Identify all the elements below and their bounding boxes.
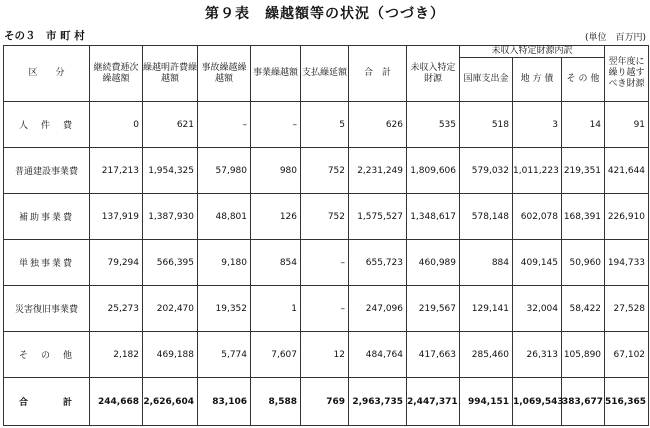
header-category: 区 分 xyxy=(4,46,90,102)
cell-value: 752 xyxy=(301,148,349,194)
unit-label: (単位 百万円) xyxy=(584,33,646,43)
cell-value: 7,607 xyxy=(251,332,301,378)
cell-value: 1,809,606 xyxy=(407,148,460,194)
cell-value: 2,182 xyxy=(90,332,143,378)
header-other: そ の 他 xyxy=(562,58,605,102)
cell-value: 27,528 xyxy=(605,286,649,332)
cell-value: 383,677 xyxy=(562,378,605,426)
row-label: 災害復旧事業費 xyxy=(4,286,90,332)
cell-value: 58,422 xyxy=(562,286,605,332)
table-row xyxy=(4,194,649,240)
cell-value: 226,910 xyxy=(605,194,649,240)
cell-value: – xyxy=(198,102,251,148)
row-label: そ の 他 xyxy=(4,332,90,378)
cell-value: 655,723 xyxy=(349,240,407,286)
cell-value: 25,273 xyxy=(90,286,143,332)
cell-value: 5,774 xyxy=(198,332,251,378)
table-row xyxy=(4,148,649,194)
table-row xyxy=(4,286,649,332)
header-accident-carryover: 事故繰越繰越額 xyxy=(198,46,251,102)
cell-value: 2,231,249 xyxy=(349,148,407,194)
cell-value: 129,141 xyxy=(460,286,513,332)
cell-value: 1,011,223 xyxy=(513,148,562,194)
cell-value: 1,575,527 xyxy=(349,194,407,240)
row-label: 単独事業費 xyxy=(4,240,90,286)
cell-value: 854 xyxy=(251,240,301,286)
header-total: 合 計 xyxy=(349,46,407,102)
cell-value: – xyxy=(301,286,349,332)
cell-value: 126 xyxy=(251,194,301,240)
cell-value: 421,644 xyxy=(605,148,649,194)
cell-value: – xyxy=(251,102,301,148)
cell-value: 578,148 xyxy=(460,194,513,240)
cell-value: 8,588 xyxy=(251,378,301,426)
cell-value: 566,395 xyxy=(143,240,198,286)
total-row xyxy=(4,378,649,426)
cell-value: 217,213 xyxy=(90,148,143,194)
cell-value: 137,919 xyxy=(90,194,143,240)
cell-value: 50,960 xyxy=(562,240,605,286)
cell-value: 2,626,604 xyxy=(143,378,198,426)
cell-value: 602,078 xyxy=(513,194,562,240)
header-local-bonds: 地 方 債 xyxy=(513,58,562,102)
cell-value: 409,145 xyxy=(513,240,562,286)
row-label: 普通建設事業費 xyxy=(4,148,90,194)
cell-value: 1,348,617 xyxy=(407,194,460,240)
cell-value: 752 xyxy=(301,194,349,240)
cell-value: 518 xyxy=(460,102,513,148)
cell-value: 219,351 xyxy=(562,148,605,194)
table-row xyxy=(4,240,649,286)
cell-value: 14 xyxy=(562,102,605,148)
cell-value: – xyxy=(301,240,349,286)
row-label: 補助事業費 xyxy=(4,194,90,240)
cell-value: 48,801 xyxy=(198,194,251,240)
row-label: 合 計 xyxy=(4,378,90,426)
cell-value: 884 xyxy=(460,240,513,286)
header-payment-deferral: 支払繰延額 xyxy=(301,46,349,102)
cell-value: 994,151 xyxy=(460,378,513,426)
row-label: 人 件 費 xyxy=(4,102,90,148)
cell-value: 12 xyxy=(301,332,349,378)
cell-value: 244,668 xyxy=(90,378,143,426)
cell-value: 3 xyxy=(513,102,562,148)
header-continuing-expense: 継続費逓次繰越額 xyxy=(90,46,143,102)
cell-value: 1,387,930 xyxy=(143,194,198,240)
cell-value: 67,102 xyxy=(605,332,649,378)
header-next-year-revenue: 翌年度に繰り越すべき財源 xyxy=(605,46,649,102)
cell-value: 91 xyxy=(605,102,649,148)
header-unreceived-breakdown: 未収入特定財源内訳 xyxy=(460,46,605,58)
cell-value: 83,106 xyxy=(198,378,251,426)
cell-value: 469,188 xyxy=(143,332,198,378)
carryover-table xyxy=(3,45,649,426)
header-project-carryover: 事業繰越額 xyxy=(251,46,301,102)
cell-value: 516,365 xyxy=(605,378,649,426)
cell-value: 535 xyxy=(407,102,460,148)
cell-value: 168,391 xyxy=(562,194,605,240)
cell-value: 79,294 xyxy=(90,240,143,286)
header-explicit-carryover: 繰越明許費繰越額 xyxy=(143,46,198,102)
cell-value: 2,963,735 xyxy=(349,378,407,426)
cell-value: 417,663 xyxy=(407,332,460,378)
cell-value: 19,352 xyxy=(198,286,251,332)
cell-value: 26,313 xyxy=(513,332,562,378)
cell-value: 579,032 xyxy=(460,148,513,194)
cell-value: 32,004 xyxy=(513,286,562,332)
cell-value: 247,096 xyxy=(349,286,407,332)
cell-value: 57,980 xyxy=(198,148,251,194)
cell-value: 202,470 xyxy=(143,286,198,332)
header-unreceived-revenue: 未収入特定財源 xyxy=(407,46,460,102)
cell-value: 1,069,543 xyxy=(513,378,562,426)
cell-value: 460,989 xyxy=(407,240,460,286)
cell-value: 5 xyxy=(301,102,349,148)
cell-value: 980 xyxy=(251,148,301,194)
table-body xyxy=(4,102,649,426)
cell-value: 2,447,371 xyxy=(407,378,460,426)
cell-value: 194,733 xyxy=(605,240,649,286)
cell-value: 285,460 xyxy=(460,332,513,378)
table-row xyxy=(4,332,649,378)
cell-value: 219,567 xyxy=(407,286,460,332)
page-title: 第９表 繰越額等の状況（つづき） xyxy=(205,6,445,22)
cell-value: 621 xyxy=(143,102,198,148)
cell-value: 769 xyxy=(301,378,349,426)
cell-value: 626 xyxy=(349,102,407,148)
header-national-subsidy: 国庫支出金 xyxy=(460,58,513,102)
table-row xyxy=(4,102,649,148)
cell-value: 105,890 xyxy=(562,332,605,378)
cell-value: 484,764 xyxy=(349,332,407,378)
cell-value: 9,180 xyxy=(198,240,251,286)
cell-value: 0 xyxy=(90,102,143,148)
cell-value: 1,954,325 xyxy=(143,148,198,194)
cell-value: 1 xyxy=(251,286,301,332)
table-subtitle: その３ 市 町 村 xyxy=(4,30,85,42)
